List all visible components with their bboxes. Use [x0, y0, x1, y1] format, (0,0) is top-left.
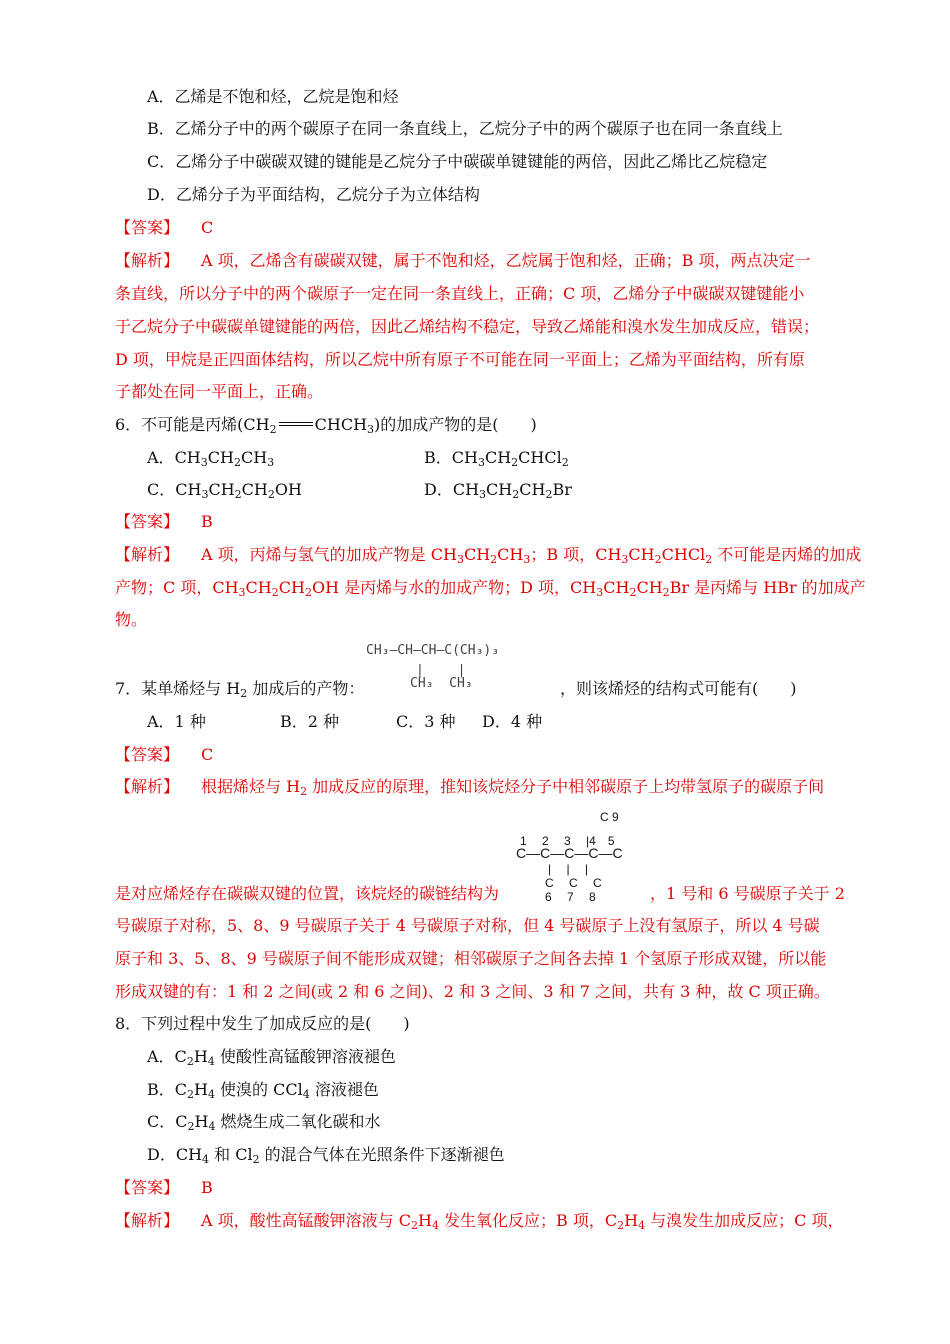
option-label: B．	[424, 448, 452, 467]
option-text: 使溴的 CCl	[214, 1080, 303, 1099]
q7-explain-4: 原子和 3、5、8、9 号碳原子间不能形成双键；相邻碳原子之间各去掉 1 个氢原子形成双键，所以能	[115, 949, 827, 968]
answer-tag: 【答案】	[115, 1178, 180, 1197]
explain-text: 根据烯烃与 H	[201, 777, 301, 796]
explain-text: A 项，乙烯含有碳碳双键，属于不饱和烃，乙烷属于饱和烃，正确；B 项，两点决定一	[201, 251, 811, 270]
answer-value: C	[201, 218, 214, 237]
stem-text: 7．某单烯烃与 H	[115, 679, 241, 698]
q6-option-c: C．$CH_3CH_2CH_2OH$	[147, 480, 302, 501]
q6-stem: 6．不可能是丙烯($CH_2$ $CHCH_3$)的加成产物的是( )	[115, 415, 537, 436]
q6-answer	[115, 511, 213, 533]
option-text: H	[194, 1080, 208, 1099]
q5-option-a: A．乙烯是不饱和烃，乙烷是饱和烃	[147, 87, 399, 106]
explain-text: 是丙烯与水的加成产物；D 项，	[339, 578, 571, 597]
answer-tag: 【答案】	[115, 745, 180, 764]
answer-value: C	[201, 745, 214, 764]
q6-explain-3: 物。	[115, 610, 148, 629]
q5-explain-3: 于乙烷分子中碳碳单键键能的两倍，因此乙烯结构不稳定，导致乙烯能和溴水发生加成反应，错误；	[115, 317, 820, 336]
q7-structure-top: CH₃—CH—CH—C(CH₃)₃	[366, 643, 500, 658]
explain-text: 产物；C 项，	[115, 578, 213, 597]
explain-text: 不可能是丙烯的加成	[712, 545, 862, 564]
q7-explain-1: 【解析】 根据烯烃与 $H_2$ 加成反应的原理，推知该烷烃分子中相邻碳原子上均带氢原子的碳原子间	[115, 777, 825, 798]
q5-explain-1	[115, 250, 811, 272]
option-text: 溶液褪色	[309, 1080, 379, 1099]
q6-option-b: B．$CH_3CH_2CHCl_2$	[424, 448, 569, 469]
chain-bars: | | |	[548, 862, 589, 876]
explain-text: A 项，丙烯与氢气的加成产物是	[201, 545, 431, 564]
q7-option-c: C．3 种	[396, 712, 456, 731]
explain-text: 发生氧化反应；B 项，C	[438, 1211, 618, 1230]
q7-option-b: B．2 种	[280, 712, 340, 731]
q6-explain-1: 【解析】 A 项，丙烯与氢气的加成产物是 $CH_3CH_2CH_3$；B 项，$CH_3CH_2CHCl_2$ 不可能是丙烯的加成	[115, 545, 862, 566]
q7-stem-c: ，则该烯烃的结构式可能有( )	[560, 679, 797, 698]
explain-tag: 【解析】	[115, 1211, 180, 1230]
option-text: 使酸性高锰酸钾溶液褪色	[214, 1047, 396, 1066]
answer-value: B	[201, 512, 213, 531]
chain-numbers: 1 2 3 |4 5	[520, 834, 615, 848]
q5-option-d: D．乙烯分子为平面结构，乙烷分子为立体结构	[147, 185, 480, 204]
double-bond	[279, 422, 313, 426]
q5-option-b: B．乙烯分子中的两个碳原子在同一条直线上，乙烷分子中的两个碳原子也在同一条直线上	[147, 119, 783, 138]
option-label: A．	[147, 448, 175, 467]
explain-text: 是丙烯与 HBr 的加成产	[689, 578, 866, 597]
option-text: H	[194, 1112, 209, 1131]
explain-text: H	[624, 1211, 639, 1230]
q7-explain-2b: ，1 号和 6 号碳原子关于 2	[650, 884, 845, 903]
q7-option-d: D．4 种	[482, 712, 543, 731]
q6-explain-2: 产物；C 项，$CH_3CH_2CH_2OH$ 是丙烯与水的加成产物；D 项，$CH_3CH_2CH_2Br$ 是丙烯与 HBr 的加成产	[115, 578, 866, 599]
q5-answer	[115, 217, 213, 239]
q8-stem: 8．下列过程中发生了加成反应的是( )	[115, 1014, 410, 1033]
answer-tag: 【答案】	[115, 512, 180, 531]
option-text: C．C	[147, 1112, 188, 1131]
q7-explain-2a: 是对应烯烃存在碳碳双键的位置，该烷烃的碳链结构为	[115, 884, 500, 903]
q5-option-c: C．乙烯分子中碳碳双键的键能是乙烷分子中碳碳单键键能的两倍，因此乙烯比乙烷稳定	[147, 152, 768, 171]
explain-text: H	[418, 1211, 432, 1230]
explain-tag: 【解析】	[115, 251, 180, 270]
explain-text: A 项，酸性高锰酸钾溶液与 C	[201, 1211, 411, 1230]
stem-text: 加成后的产物：	[247, 679, 365, 698]
q8-option-a: A．$C_2H_4$ 使酸性高锰酸钾溶液褪色	[147, 1047, 396, 1068]
q7-structure-bottom: CH₃ CH₃	[410, 676, 473, 691]
q8-answer	[115, 1177, 213, 1199]
option-text: D．CH	[147, 1145, 203, 1164]
option-text: H	[193, 1047, 208, 1066]
q8-option-d: D．$CH_4$ 和 $Cl_2$ 的混合气体在光照条件下逐渐褪色	[147, 1145, 505, 1166]
q6-option-a: A．$CH_3CH_2CH_3$	[147, 448, 275, 469]
explain-text: 加成反应的原理，推知该烷烃分子中相邻碳原子上均带氢原子的碳原子间	[307, 777, 825, 796]
stem-text: )的加成产物的是( )	[374, 415, 537, 434]
option-text: 燃烧生成二氧化碳和水	[215, 1112, 381, 1131]
stem-text: CHCH	[314, 415, 368, 434]
option-text: 和 Cl	[209, 1145, 253, 1164]
q7-structure-bars: | |	[416, 663, 466, 678]
answer-value: B	[201, 1178, 213, 1197]
option-text: 的混合气体在光照条件下逐渐褪色	[259, 1145, 505, 1164]
chain-lower-c: C C C	[545, 876, 602, 890]
chain-lower-numbers: 6 7 8	[545, 890, 596, 904]
answer-tag: 【答案】	[115, 218, 180, 237]
explain-text: 与溴发生加成反应；C 项，	[645, 1211, 844, 1230]
q8-option-c: C．$C_2H_4$ 燃烧生成二氧化碳和水	[147, 1112, 381, 1133]
q7-stem-a: 7．某单烯烃与 $H_2$ 加成后的产物：	[115, 679, 365, 700]
q7-explain-5: 形成双键的有：1 和 2 之间(或 2 和 6 之间)、2 和 3 之间、3 和 7 之间，共有 3 种，故 C 项正确。	[115, 982, 830, 1001]
explain-text: ；B 项，	[530, 545, 596, 564]
chain-main: C—C—C—C—C	[516, 845, 623, 861]
q5-explain-2: 条直线，所以分子中的两个碳原子一定在同一条直线上，正确；C 项，乙烯分子中碳碳双键键能小	[115, 284, 805, 303]
q8-option-b: B．$C_2H_4$ 使溴的 CCl$_4$ 溶液褪色	[147, 1080, 379, 1101]
option-label: D．	[424, 480, 453, 499]
q5-explain-5: 子都处在同一平面上，正确。	[115, 382, 324, 401]
explain-tag: 【解析】	[115, 777, 180, 796]
chain-top-c: C 9	[600, 810, 619, 824]
q7-explain-3: 号碳原子对称，5、8、9 号碳原子关于 4 号碳原子对称，但 4 号碳原子上没有氢原子，所以 4 号碳	[115, 916, 820, 935]
explain-tag: 【解析】	[115, 545, 180, 564]
option-label: C．	[147, 480, 176, 499]
option-text: A．C	[147, 1047, 187, 1066]
stem-text: 6．不可能是丙烯(CH	[115, 415, 270, 434]
option-text: B．C	[147, 1080, 188, 1099]
q6-option-d: D．$CH_3CH_2CH_2Br$	[424, 480, 572, 501]
q5-explain-4: D 项，甲烷是正四面体结构，所以乙烷中所有原子不可能在同一平面上；乙烯为平面结构，所有原	[115, 350, 805, 369]
q7-answer	[115, 744, 213, 766]
q8-explain-1: 【解析】 A 项，酸性高锰酸钾溶液与 $C_2H_4$ 发生氧化反应；B 项，$C_2H_4$ 与溴发生加成反应；C 项，	[115, 1211, 844, 1232]
q7-option-a: A．1 种	[147, 712, 206, 731]
